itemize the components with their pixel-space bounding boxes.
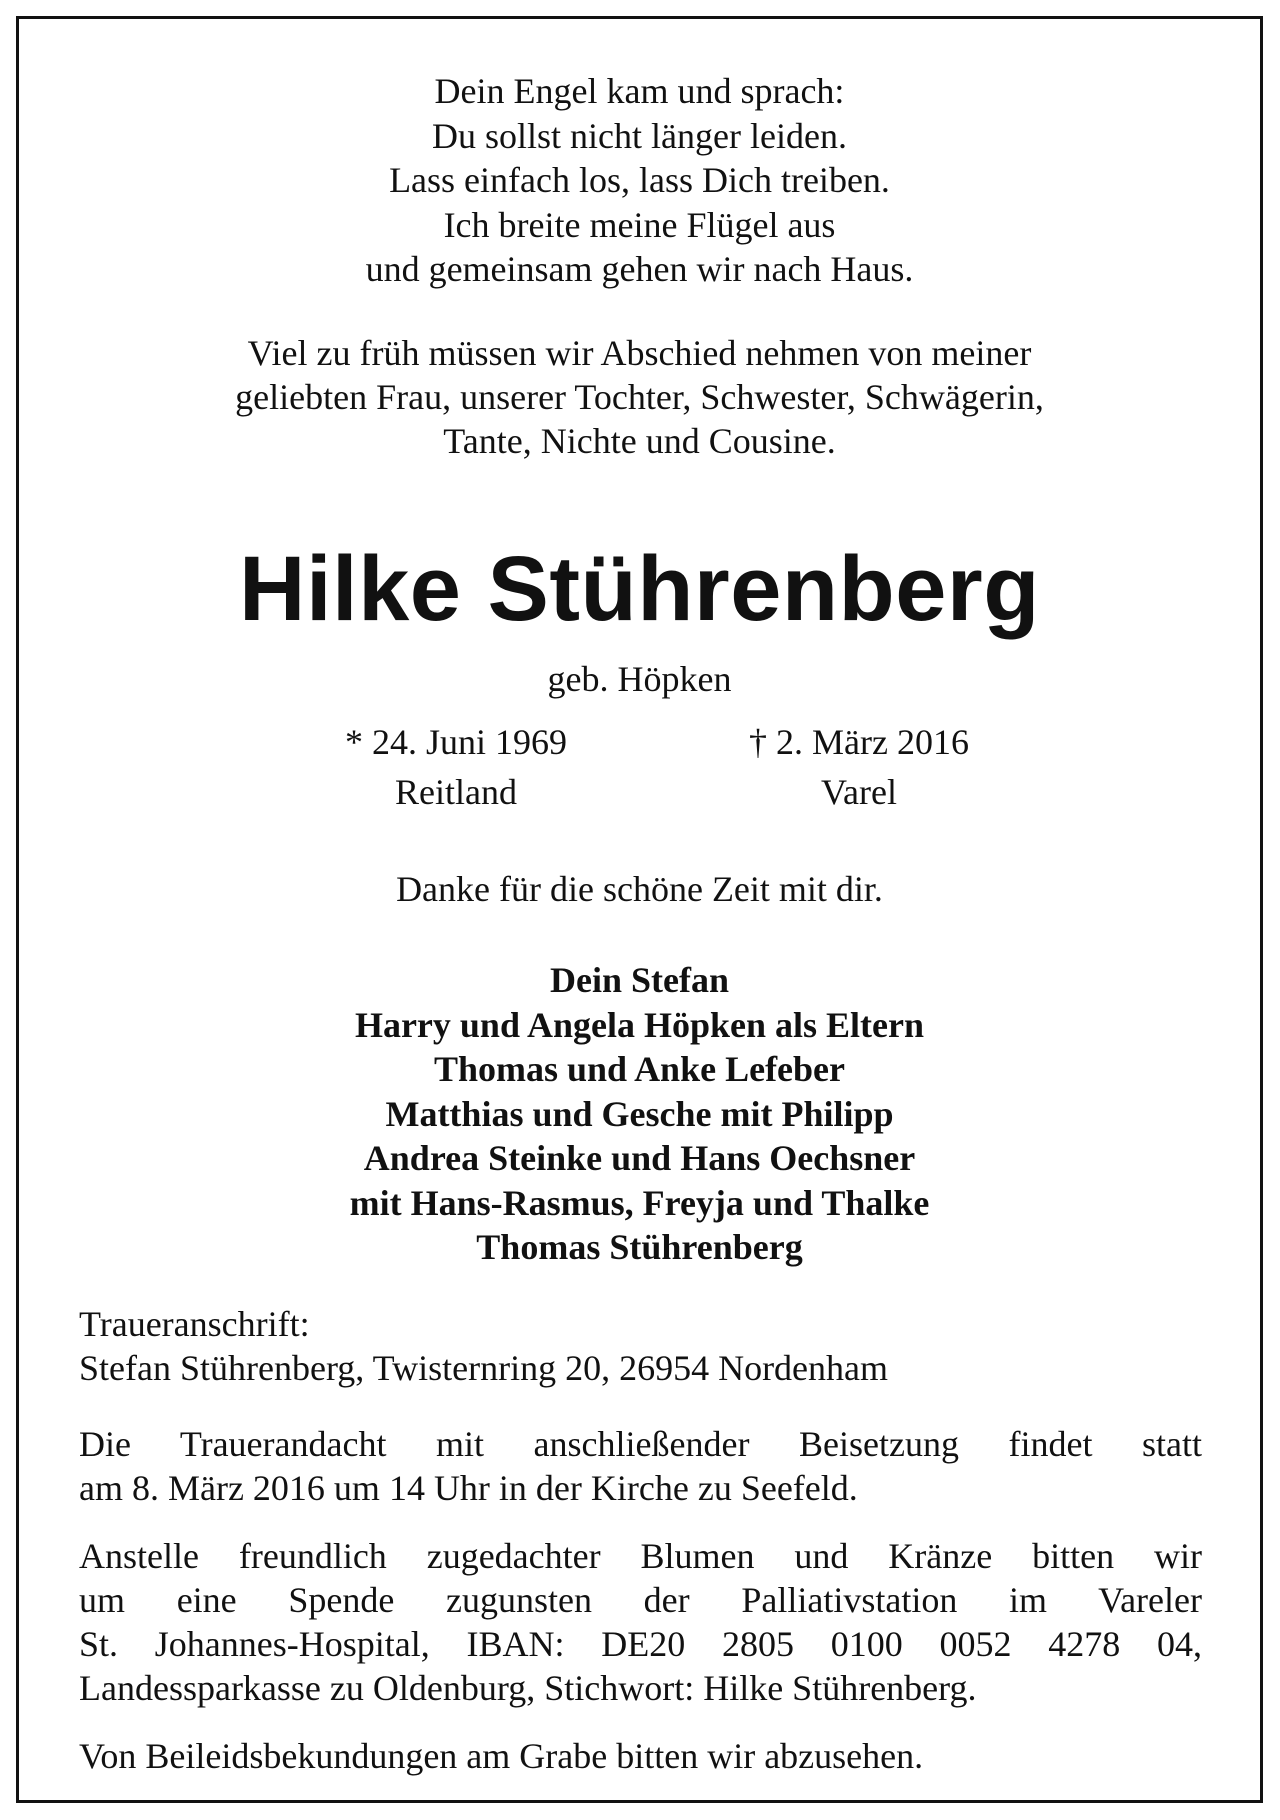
intro-text — [19, 331, 1260, 463]
donation-line: Landessparkasse zu Oldenburg, Stichwort: Hilke Stührenberg. — [79, 1668, 977, 1708]
signer: Matthias und Gesche mit Philipp — [385, 1093, 894, 1134]
donation-line: um eine Spende zugunsten der Palliativstation im Vareler — [79, 1580, 1202, 1620]
signer: mit Hans-Rasmus, Freyja und Thalke — [349, 1182, 930, 1223]
service-line: am 8. März 2016 um 14 Uhr in der Kirche zu Seefeld. — [79, 1468, 858, 1508]
intro-line: Tante, Nichte und Cousine. — [443, 421, 836, 461]
donation-line: St. Johannes-Hospital, IBAN: DE20 2805 0100 0052 4278 04, — [79, 1624, 1202, 1664]
address-value: Stefan Stührenberg, Twisternring 20, 26954 Nordenham — [79, 1348, 889, 1388]
signer: Dein Stefan — [550, 960, 729, 1000]
birth-place: Reitland — [395, 772, 517, 812]
thanks-line: Danke für die schöne Zeit mit dir. — [396, 869, 883, 909]
death-info — [659, 717, 1059, 817]
birth-name: geb. Höpken — [547, 659, 732, 699]
signer: Thomas Stührenberg — [476, 1227, 803, 1267]
birth-info — [256, 717, 656, 817]
signer: Thomas und Anke Lefeber — [433, 1049, 846, 1089]
intro-line: geliebten Frau, unserer Tochter, Schwester, Schwägerin, — [235, 377, 1044, 417]
mourning-address — [79, 1302, 1202, 1390]
condolence-note: Von Beileidsbekundungen am Grabe bitten wir abzusehen. — [79, 1736, 924, 1776]
address-label: Traueranschrift: — [79, 1304, 310, 1344]
signer: Andrea Steinke und Hans Oechsner — [363, 1138, 916, 1178]
birth-date: * 24. Juni 1969 — [344, 722, 567, 762]
signer: Harry und Angela Höpken als Eltern — [354, 1004, 925, 1045]
death-place: Varel — [821, 772, 897, 812]
poem-line: Du sollst nicht länger leiden. — [432, 115, 847, 156]
obituary-frame — [16, 16, 1263, 1803]
donation-line: Anstelle freundlich zugedachter Blumen und Kränze bitten wir — [79, 1536, 1202, 1576]
deceased-name: Hilke Stührenberg — [239, 538, 1040, 640]
poem-line: Ich breite meine Flügel aus — [443, 204, 836, 245]
service-line: Die Trauerandacht mit anschließender Beisetzung findet statt — [79, 1424, 1202, 1464]
poem-line: Dein Engel kam und sprach: — [434, 71, 845, 111]
poem-line: Lass einfach los, lass Dich treiben. — [389, 160, 890, 200]
poem-line: und gemeinsam gehen wir nach Haus. — [365, 249, 914, 289]
signers — [19, 958, 1260, 1270]
poem — [19, 69, 1260, 292]
death-date: † 2. März 2016 — [749, 722, 969, 762]
service-info — [79, 1422, 1202, 1510]
intro-line: Viel zu früh müssen wir Abschied nehmen von meiner — [247, 333, 1032, 373]
donation-info — [79, 1534, 1202, 1710]
